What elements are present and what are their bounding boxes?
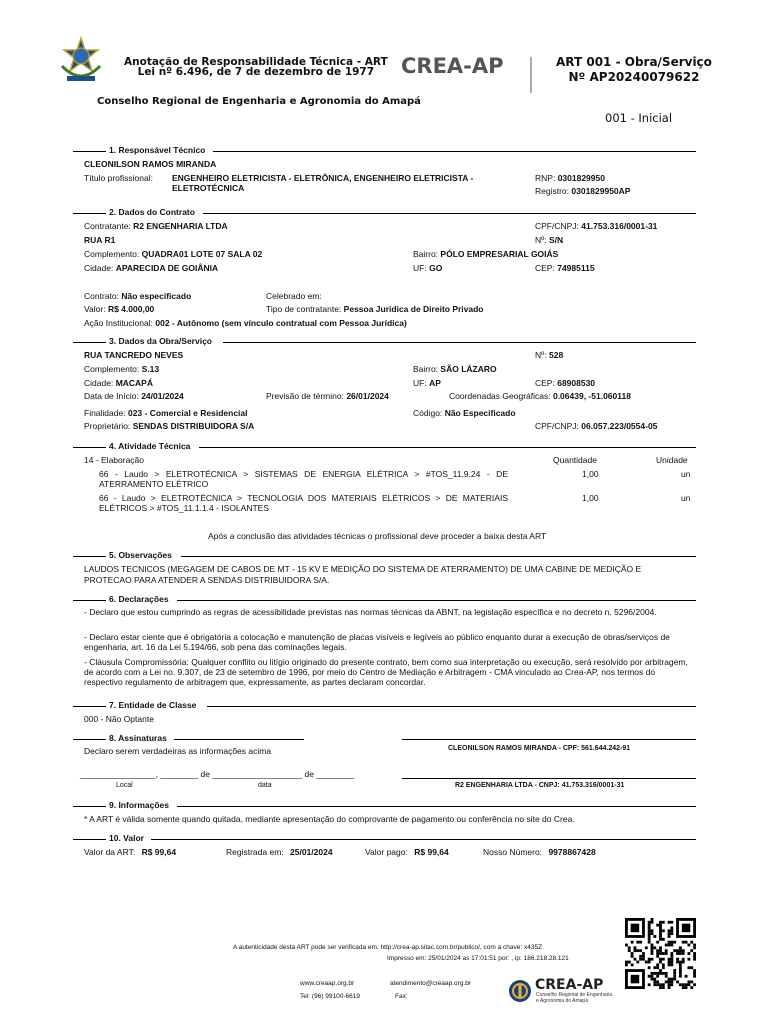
section-obra: 3. Dados da Obra/Serviço bbox=[73, 336, 696, 346]
resp-registro: Registro: 0301829950AP bbox=[535, 186, 631, 196]
observacoes-text: LAUDOS TECNICOS (MEGAGEM DE CABOS DE MT - 15 KV E MEDIÇÃO DO SISTEMA DE ATERRAMENTO) DE UMA CABINE DE MEDIÇÃO E PROTECAO PARA ATENDER A SENDAS DISTRIBUIDORA S/A. bbox=[84, 564, 642, 585]
atividade-item-un: un bbox=[681, 493, 691, 503]
obra-cep: CEP: 68908530 bbox=[535, 378, 596, 388]
obra-complemento: Complemento: S.13 bbox=[84, 364, 160, 374]
contrato-tipo: Contrato: Não especificado bbox=[84, 291, 192, 301]
valor-nosso-numero: Nosso Número: 9978867428 bbox=[483, 847, 596, 857]
section-responsavel: 1. Responsável Técnico bbox=[73, 145, 696, 155]
obra-codigo: Código: Não Especificado bbox=[413, 408, 516, 418]
contrato-bairro: Bairro: PÓLO EMPRESARIAL GOIÁS bbox=[413, 249, 559, 259]
valor-art: Valor da ART: R$ 99,64 bbox=[84, 847, 177, 857]
obra-endereco: RUA TANCREDO NEVES bbox=[84, 350, 184, 360]
obra-proprietario-cpf: CPF/CNPJ: 06.057.223/0554-05 bbox=[535, 421, 658, 431]
assinatura-data-label: data bbox=[258, 782, 272, 789]
resp-rnp: RNP: 0301829950 bbox=[535, 173, 605, 183]
section-informacoes: 9. Informações bbox=[73, 800, 696, 810]
obra-previsao: Previsão de término: 26/01/2024 bbox=[266, 391, 389, 401]
contrato-endereco: RUA R1 bbox=[84, 235, 116, 245]
contrato-cidade: Cidade: APARECIDA DE GOIÂNIA bbox=[84, 263, 219, 273]
assinatura-profissional: CLEONILSON RAMOS MIRANDA - CPF: 561.644.242-91 bbox=[448, 745, 631, 752]
header-divider bbox=[530, 57, 532, 93]
footer-autenticidade: A autenticidade desta ART pode ser verificada em: http://crea-ap.sitac.com.br/publico/, com a chave: x435Z bbox=[233, 944, 543, 951]
section-contrato: 2. Dados do Contrato bbox=[73, 207, 696, 217]
obra-bairro: Bairro: SÃO LÁZARO bbox=[413, 364, 497, 374]
obra-inicio: Data de Início: 24/01/2024 bbox=[84, 391, 184, 401]
assinatura-local-label: Local bbox=[116, 782, 133, 789]
section-atividade: 4. Atividade Técnica bbox=[73, 441, 696, 451]
contrato-complemento: Complemento: QUADRA01 LOTE 07 SALA 02 bbox=[84, 249, 263, 259]
atividade-nota: Após a conclusão das atividades técnicas o profissional deve proceder a baixa desta ART bbox=[208, 531, 547, 541]
assinatura-declaro: Declaro serem verdadeiras as informações acima bbox=[84, 746, 272, 756]
atividade-item-qtd: 1,00 bbox=[582, 469, 599, 479]
council-name: Conselho Regional de Engenharia e Agronomia do Amapá bbox=[97, 96, 421, 107]
crea-logo-sub: Conselho Regional de Engenharia e Agronomia do Amapá bbox=[536, 992, 613, 1004]
contrato-tipo-contratante: Tipo de contratante: Pessoa Juridica de Direito Privado bbox=[266, 304, 484, 314]
coat-of-arms bbox=[58, 36, 104, 86]
atividade-item-desc: 66 - Laudo > ELETROTÉCNICA > SISTEMAS DE ENERGIA ELÉTRICA > #TOS_11.9.24 - DE ATERRAMENTO ELÉTRICO bbox=[99, 469, 508, 489]
obra-uf: UF: AP bbox=[413, 378, 441, 388]
contrato-celebrado: Celebrado em: bbox=[266, 291, 322, 301]
contratante: Contratante: R2 ENGENHARIA LTDA bbox=[84, 221, 228, 231]
declaracao-item: - Declaro que estou cumprindo as regras de acessibilidade previstas nas normas técnicas da ABNT, na legislação específica e no decreto n. 5296/2004. bbox=[84, 607, 657, 617]
contrato-numero: Nº: S/N bbox=[535, 235, 564, 245]
section-entidade: 7. Entidade de Classe bbox=[73, 700, 696, 710]
section-assinaturas: 8. Assinaturas bbox=[73, 733, 696, 743]
assinatura-contratante-line bbox=[402, 778, 696, 779]
crea-logo-text: CREA-AP bbox=[535, 977, 604, 993]
section-observacoes: 5. Observações bbox=[73, 550, 696, 560]
atividade-tipo: 14 - Elaboração bbox=[84, 455, 145, 465]
qr-code bbox=[625, 918, 696, 989]
resp-titulo-label: Título profissional: bbox=[84, 173, 153, 183]
contratante-cpf: CPF/CNPJ: 41.753.316/0001-31 bbox=[535, 221, 658, 231]
header-title: Anotação de Responsabilidade Técnica - ART Lei nº 6.496, de 7 de dezembro de 1977 bbox=[124, 56, 388, 78]
obra-cidade: Cidade: MACAPÁ bbox=[84, 378, 153, 388]
section-declaracoes: 6. Declarações bbox=[73, 594, 696, 604]
valor-registrada: Registrada em: 25/01/2024 bbox=[226, 847, 333, 857]
declaracao-item: - Declaro estar ciente que é obrigatória a colocação e manutenção de placas visíveis e legíveis ao público enquanto durar a execução de obras/serviços de engenharia, art. 16 da Lei 5.194/66, sob pena das cominações legais. bbox=[84, 632, 670, 652]
obra-proprietario: Proprietário: SENDAS DISTRIBUIDORA S/A bbox=[84, 421, 255, 431]
entidade-valor: 000 - Não Optante bbox=[84, 714, 154, 724]
atividade-item-desc: 66 - Laudo > ELETROTÉCNICA > TECNOLOGIA DOS MATERIAIS ELÉTRICOS > DE MATERIAIS ELÉTRICOS > #TOS_11.1.1.4 - ISOLANTES bbox=[99, 493, 508, 513]
art-status: 001 - Inicial bbox=[605, 111, 673, 125]
footer-impresso: Impresso em: 25/01/2024 as 17:01:51 por: , ip: 186.218.28.121 bbox=[387, 955, 569, 962]
crea-brand: CREA-AP bbox=[401, 54, 504, 78]
atividade-un-header: Unidade bbox=[656, 455, 688, 465]
contrato-valor: Valor: R$ 4.000,00 bbox=[84, 304, 155, 314]
obra-numero: Nº: 528 bbox=[535, 350, 564, 360]
footer-tel: Tel: (96) 99100-6619 bbox=[300, 993, 360, 1000]
footer-site[interactable]: www.creaap.org.br bbox=[300, 980, 355, 987]
contrato-cep: CEP: 74985115 bbox=[535, 263, 595, 273]
resp-titulo: ENGENHEIRO ELETRICISTA - ELETRÔNICA, ENGENHEIRO ELETRICISTA - ELETROTÉCNICA bbox=[172, 173, 474, 193]
contrato-uf: UF: GO bbox=[413, 263, 443, 273]
declaracao-item: - Cláusula Compromissória: Qualquer conflito ou litígio originado do presente contrato, bem como sua interpretação ou execução, será resolvido por arbitragem, de acordo com a Lei no. 9.307, de 23 de setembro de 1996, por meio do Centro de Mediação e Arbitragem - CMA vinculado ao Crea-AP, nos termos do respectivo regulamento de arbitragem que, expressamente, as partes declaram concordar. bbox=[84, 657, 688, 687]
obra-coordenadas: Coordenadas Geográficas: 0.06439, -51.060118 bbox=[449, 391, 631, 401]
footer-fax: Fax: bbox=[395, 993, 408, 1000]
assinatura-contratante: R2 ENGENHARIA LTDA - CNPJ: 41.753.316/0001-31 bbox=[455, 782, 625, 789]
assinatura-local-data-line: ________________, ________ de ___________________ de ________ bbox=[80, 769, 355, 779]
crea-logo-icon bbox=[508, 979, 532, 1003]
atividade-qtd-header: Quantidade bbox=[553, 455, 597, 465]
contrato-acao: Ação Institucional: 002 - Autônomo (sem vínculo contratual com Pessoa Jurídica) bbox=[84, 318, 407, 328]
section-valor: 10. Valor bbox=[73, 833, 696, 843]
informacoes-text: * A ART é válida somente quando quitada, mediante apresentação do comprovante de pagamento ou conferência no site do Crea. bbox=[84, 814, 575, 824]
art-number-block: ART 001 - Obra/Serviço Nº AP20240079622 bbox=[556, 55, 712, 84]
resp-nome: CLEONILSON RAMOS MIRANDA bbox=[84, 159, 217, 169]
valor-pago: Valor pago: R$ 99,64 bbox=[365, 847, 449, 857]
obra-finalidade: Finalidade: 023 - Comercial e Residencial bbox=[84, 408, 248, 418]
footer-email[interactable]: atendimento@creaap.org.br bbox=[390, 980, 472, 987]
atividade-item-un: un bbox=[681, 469, 691, 479]
atividade-item-qtd: 1,00 bbox=[582, 493, 599, 503]
